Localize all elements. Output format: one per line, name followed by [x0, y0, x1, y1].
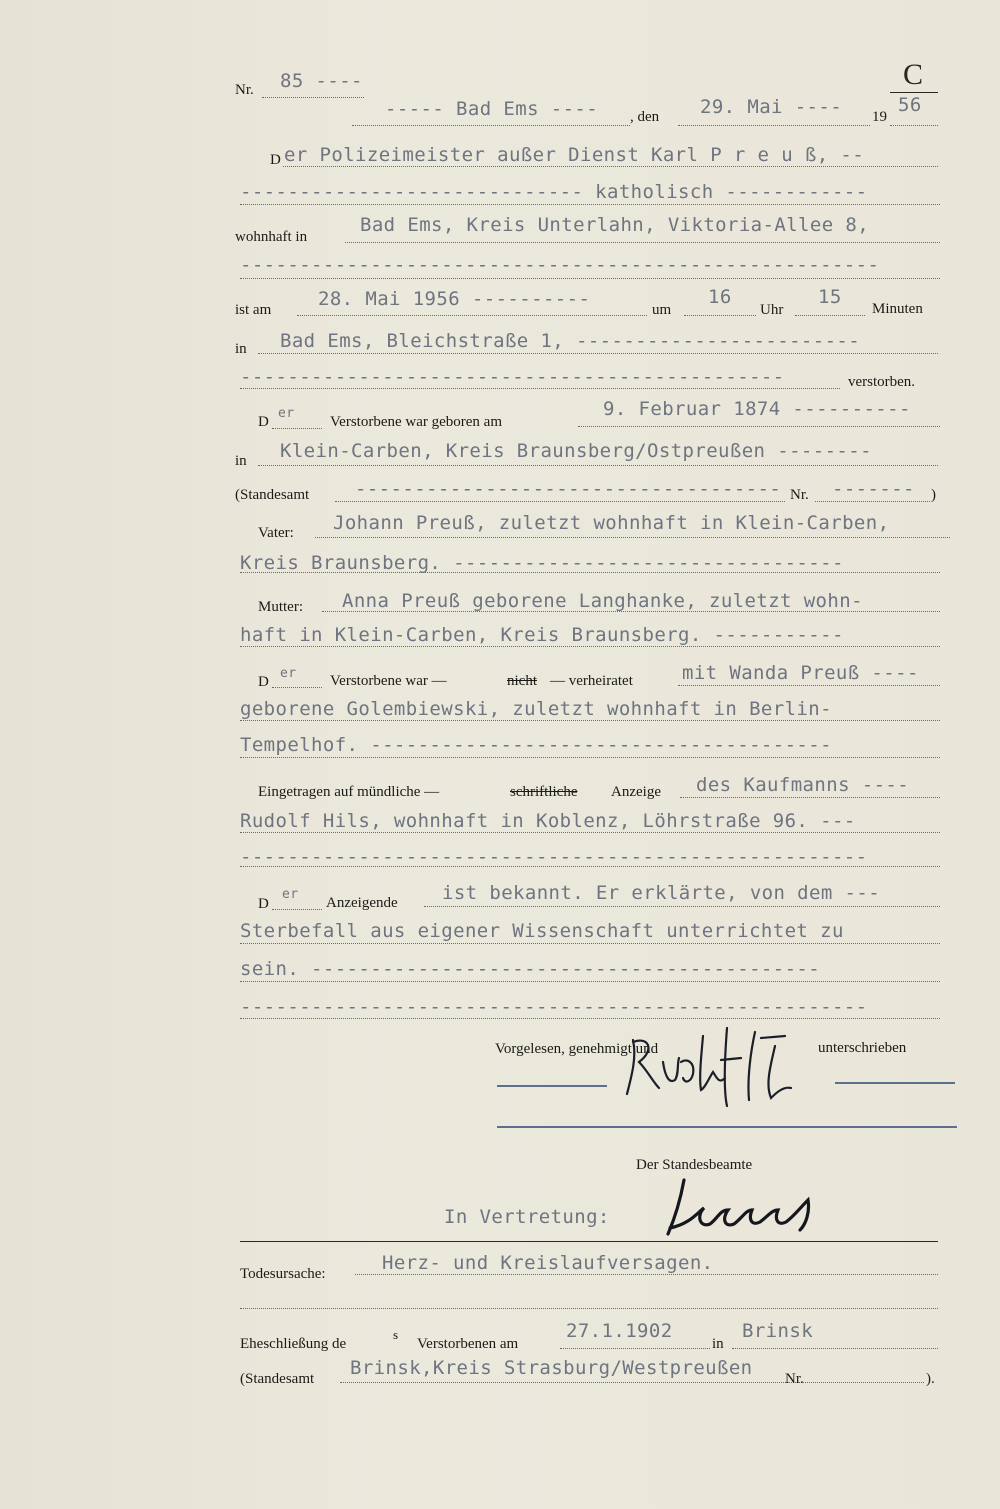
married-struck: nicht: [507, 673, 537, 689]
informant-cont2-dotted-line: [240, 981, 940, 982]
death-place-cont-dotted-line: [240, 388, 840, 389]
report-cont2-text: -----------------------------------------------------: [240, 846, 868, 868]
birth-place-dotted-line: [258, 465, 938, 466]
birth-prefix: D: [258, 414, 269, 430]
birth-date-dotted-line: [578, 426, 940, 427]
person-text: er Polizeimeister außer Dienst Karl P r e u ß, --: [284, 144, 865, 166]
nr-label: Nr.: [235, 82, 254, 98]
date-value: 29. Mai ----: [700, 96, 843, 118]
marriage-label-s: s: [393, 1327, 399, 1342]
cause-text: Herz- und Kreislaufversagen.: [382, 1252, 714, 1274]
signoff-line-lower: [497, 1126, 957, 1128]
birth-label: Verstorbene war geboren am: [330, 414, 503, 430]
residence-label: wohnhaft in: [235, 229, 308, 245]
um-label: um: [652, 302, 672, 318]
year-suffix: 56: [898, 94, 922, 116]
informant-cont1-dotted-line: [240, 943, 940, 944]
marriage-registry-label: (Standesamt: [240, 1371, 315, 1387]
married-dotted-line: [678, 685, 940, 686]
report-text: des Kaufmanns ----: [696, 774, 910, 796]
vertretung-label: In Vertretung:: [444, 1206, 610, 1228]
cause-dotted-line: [355, 1274, 938, 1275]
place-value: ----- Bad Ems ----: [385, 98, 599, 120]
year-prefix: 19: [872, 109, 887, 125]
birth-registry-label: (Standesamt: [235, 487, 310, 503]
death-place-cont-text: ----------------------------------------------: [240, 366, 785, 388]
cause-cont-dotted-line: [240, 1308, 938, 1309]
death-date-label: ist am: [235, 302, 272, 318]
married-cont1-text: geborene Golembiewski, zuletzt wohnhaft in Berlin-: [240, 698, 832, 720]
minutes-value: 15: [818, 286, 842, 308]
informant-prefix-dotted-line: [272, 909, 322, 910]
married-prefix-fill: er: [280, 666, 297, 681]
birth-date-value: 9. Februar 1874 ----------: [603, 398, 911, 420]
nr-dotted-line: [262, 97, 364, 98]
marriage-in-label: in: [712, 1336, 724, 1352]
signoff-line-left: [497, 1085, 607, 1087]
birth-place-label: in: [235, 453, 247, 469]
den-label: , den: [630, 109, 660, 125]
signoff-line-right: [835, 1082, 955, 1084]
birth-registry-dotted-line: [335, 501, 785, 502]
marriage-registry-nr-label: Nr.: [785, 1371, 804, 1387]
minuten-label: Minuten: [872, 301, 923, 317]
birth-registry-nr-label: Nr.: [790, 487, 809, 503]
marriage-place-dotted-line: [732, 1348, 938, 1349]
birth-place-text: Klein-Carben, Kreis Braunsberg/Ostpreußen --------: [280, 440, 872, 462]
married-cont1-dotted-line: [240, 720, 940, 721]
hour-value: 16: [708, 286, 732, 308]
cause-label: Todesursache:: [240, 1266, 326, 1282]
birth-registry-nr-value: -------: [832, 478, 915, 500]
nr-value: 85 ----: [280, 70, 363, 92]
religion-dotted-line: [240, 204, 940, 205]
father-text: Johann Preuß, zuletzt wohnhaft in Klein-Carben,: [333, 512, 890, 534]
form-letter-underline: [890, 92, 938, 93]
marriage-label-a: Eheschließung de: [240, 1336, 347, 1352]
residence-cont-dotted-line: [240, 278, 940, 279]
hour-dotted-line: [684, 315, 756, 316]
registrar-label: Der Standesbeamte: [636, 1157, 753, 1173]
informant-signature: [615, 1018, 815, 1108]
residence-text: Bad Ems, Kreis Unterlahn, Viktoria-Allee 8,: [360, 214, 870, 236]
report-cont1-text: Rudolf Hils, wohnhaft in Koblenz, Löhrstraße 96. ---: [240, 810, 856, 832]
married-prefix-dotted-line: [272, 687, 322, 688]
section-divider: [240, 1241, 938, 1242]
marriage-label-b: Verstorbenen am: [417, 1336, 519, 1352]
registrar-signature: [660, 1172, 840, 1242]
informant-label: Anzeigende: [326, 895, 398, 911]
informant-cont2-text: sein. -------------------------------------------: [240, 958, 821, 980]
religion-text: ----------------------------- katholisch ------------: [240, 181, 868, 203]
informant-cont1-text: Sterbefall aus eigener Wissenschaft unterrichtet zu: [240, 920, 844, 942]
death-place-dotted-line: [258, 353, 938, 354]
residence-dotted-line: [345, 242, 940, 243]
mother-cont-dotted-line: [240, 646, 940, 647]
signoff-label-b: unterschrieben: [818, 1040, 907, 1056]
informant-prefix: D: [258, 896, 269, 912]
informant-text: ist bekannt. Er erklärte, von dem ---: [442, 882, 881, 904]
person-dotted-line: [283, 166, 938, 167]
report-cont1-dotted-line: [240, 832, 940, 833]
informant-cont3-dotted-line: [240, 1018, 940, 1019]
minutes-dotted-line: [795, 315, 865, 316]
year-dotted-line: [890, 125, 938, 126]
form-letter: C: [903, 58, 924, 91]
report-struck: schriftliche: [510, 784, 578, 800]
married-label-a: Verstorbene war —: [330, 673, 447, 689]
death-place-text: Bad Ems, Bleichstraße 1, ------------------------: [280, 330, 861, 352]
uhr-label: Uhr: [760, 302, 784, 318]
married-prefix: D: [258, 674, 269, 690]
father-cont-text: Kreis Braunsberg. ---------------------------------: [240, 552, 844, 574]
married-cont2-dotted-line: [240, 757, 940, 758]
person-prefix: D: [270, 152, 281, 168]
marriage-place: Brinsk: [742, 1320, 814, 1342]
birth-registry-nr-dotted-line: [815, 501, 930, 502]
birth-registry-text: ------------------------------------: [355, 478, 782, 500]
marriage-date-dotted-line: [560, 1348, 710, 1349]
residence-cont-text: ------------------------------------------------------: [240, 254, 880, 276]
informant-prefix-fill: er: [282, 887, 299, 902]
birth-prefix-fill: er: [278, 406, 295, 421]
mother-cont-text: haft in Klein-Carben, Kreis Braunsberg. -----------: [240, 624, 844, 646]
date-dotted-line: [678, 125, 870, 126]
report-label-b: Anzeige: [611, 784, 661, 800]
marriage-date: 27.1.1902: [566, 1320, 673, 1342]
father-label: Vater:: [258, 525, 294, 541]
mother-label: Mutter:: [258, 599, 303, 615]
informant-dotted-line: [424, 906, 940, 907]
marriage-registry-dotted-line: [340, 1382, 924, 1383]
married-text: mit Wanda Preuß ----: [682, 662, 919, 684]
report-label-a: Eingetragen auf mündliche —: [258, 784, 440, 800]
place-dotted-line: [352, 125, 630, 126]
marriage-registry-close: ).: [926, 1371, 935, 1387]
signoff-label-a: Vorgelesen, genehmigt und: [495, 1041, 659, 1057]
death-date-value: 28. Mai 1956 ----------: [318, 288, 591, 310]
death-date-dotted-line: [297, 315, 647, 316]
verstorben-label: verstorben.: [848, 374, 916, 390]
death-place-label: in: [235, 341, 247, 357]
report-dotted-line: [680, 797, 940, 798]
marriage-registry-text: Brinsk,Kreis Strasburg/Westpreußen: [350, 1357, 753, 1379]
mother-text: Anna Preuß geborene Langhanke, zuletzt wohn-: [342, 590, 863, 612]
married-cont2-text: Tempelhof. ---------------------------------------: [240, 734, 832, 756]
birth-registry-close: ): [931, 487, 936, 503]
informant-cont3-text: -----------------------------------------------------: [240, 996, 868, 1018]
birth-prefix-dotted-line: [272, 428, 322, 429]
father-dotted-line: [315, 537, 950, 538]
married-label-b: — verheiratet: [550, 673, 633, 689]
